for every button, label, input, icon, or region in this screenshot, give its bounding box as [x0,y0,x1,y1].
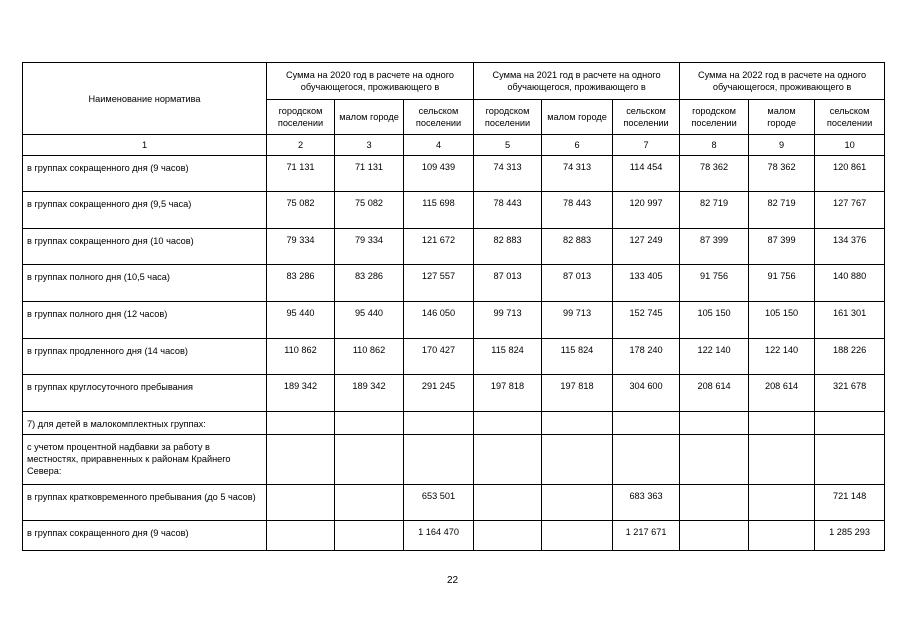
value-cell: 197 818 [474,375,542,412]
table-row [23,302,885,339]
value-cell: 115 824 [542,339,613,375]
value-cell: 133 405 [613,265,680,302]
row-name: 7) для детей в малокомплектных группах: [23,412,267,435]
value-cell: 71 131 [267,156,335,192]
value-cell: 178 240 [613,339,680,375]
column-number: 6 [542,135,613,156]
table-row [23,265,885,302]
value-cell: 87 013 [542,265,613,302]
value-cell: 79 334 [335,229,404,265]
value-cell: 115 824 [474,339,542,375]
value-cell: 82 719 [680,192,749,229]
value-cell [474,412,542,435]
value-cell: 120 997 [613,192,680,229]
value-cell: 99 713 [474,302,542,339]
value-cell: 134 376 [815,229,885,265]
value-cell: 188 226 [815,339,885,375]
table-row [23,192,885,229]
value-cell [267,521,335,551]
row-name: с учетом процентной надбавки за работу в местностях, приравненных к районам Крайнего Севера: [23,435,267,485]
value-cell: 74 313 [474,156,542,192]
table-row [23,412,885,435]
row-name: в группах кратковременного пребывания (до 5 часов) [23,485,267,521]
value-cell: 78 362 [749,156,815,192]
table-row [23,485,885,521]
value-cell: 82 883 [542,229,613,265]
value-cell: 95 440 [267,302,335,339]
column-number: 4 [404,135,474,156]
value-cell: 74 313 [542,156,613,192]
value-cell: 1 217 671 [613,521,680,551]
column-number: 2 [267,135,335,156]
value-cell: 127 249 [613,229,680,265]
value-cell [542,485,613,521]
column-number: 8 [680,135,749,156]
value-cell [749,521,815,551]
value-cell: 197 818 [542,375,613,412]
row-name: в группах полного дня (10,5 часа) [23,265,267,302]
subheader-small-town: малом городе [542,100,613,135]
page-number: 22 [446,575,459,586]
value-cell: 170 427 [404,339,474,375]
value-cell: 127 557 [404,265,474,302]
value-cell: 78 443 [542,192,613,229]
value-cell [404,435,474,485]
value-cell: 208 614 [749,375,815,412]
table-row [23,521,885,551]
value-cell: 91 756 [749,265,815,302]
value-cell [680,412,749,435]
value-cell: 83 286 [335,265,404,302]
row-name: в группах сокращенного дня (9 часов) [23,156,267,192]
value-cell: 71 131 [335,156,404,192]
value-cell [613,435,680,485]
table-row [23,339,885,375]
value-cell: 721 148 [815,485,885,521]
value-cell [542,521,613,551]
column-number: 7 [613,135,680,156]
value-cell: 91 756 [680,265,749,302]
value-cell: 105 150 [749,302,815,339]
value-cell: 1 285 293 [815,521,885,551]
column-number: 5 [474,135,542,156]
value-cell [680,521,749,551]
column-number: 1 [23,135,267,156]
row-name: в группах продленного дня (14 часов) [23,339,267,375]
value-cell [474,435,542,485]
value-cell: 87 013 [474,265,542,302]
value-cell: 75 082 [267,192,335,229]
value-cell: 115 698 [404,192,474,229]
row-name: в группах сокращенного дня (9 часов) [23,521,267,551]
value-cell: 161 301 [815,302,885,339]
value-cell: 146 050 [404,302,474,339]
subheader-urban: городском поселении [474,100,542,135]
value-cell: 122 140 [749,339,815,375]
header-year-2022: Сумма на 2022 год в расчете на одного обучающегося, проживающего в [680,63,885,100]
value-cell [335,435,404,485]
value-cell: 99 713 [542,302,613,339]
header-year-2021: Сумма на 2021 год в расчете на одного обучающегося, проживающего в [474,63,680,100]
header-year-2020: Сумма на 2020 год в расчете на одного обучающегося, проживающего в [267,63,474,100]
value-cell [542,435,613,485]
value-cell: 95 440 [335,302,404,339]
column-number-row [23,135,885,156]
value-cell [542,412,613,435]
value-cell: 304 600 [613,375,680,412]
subheader-urban: городском поселении [267,100,335,135]
value-cell: 121 672 [404,229,474,265]
value-cell: 152 745 [613,302,680,339]
value-cell: 78 362 [680,156,749,192]
value-cell [267,435,335,485]
value-cell: 653 501 [404,485,474,521]
value-cell [749,435,815,485]
header-name: Наименование норматива [23,63,267,135]
table-row [23,375,885,412]
value-cell: 78 443 [474,192,542,229]
value-cell: 87 399 [680,229,749,265]
value-cell: 110 862 [267,339,335,375]
value-cell [815,412,885,435]
subheader-small-town: малом городе [749,100,815,135]
row-name: в группах полного дня (12 часов) [23,302,267,339]
value-cell: 683 363 [613,485,680,521]
value-cell [404,412,474,435]
value-cell: 189 342 [267,375,335,412]
value-cell: 1 164 470 [404,521,474,551]
value-cell [815,435,885,485]
column-number: 9 [749,135,815,156]
value-cell [680,435,749,485]
value-cell [474,485,542,521]
row-name: в группах сокращенного дня (10 часов) [23,229,267,265]
value-cell: 114 454 [613,156,680,192]
value-cell: 122 140 [680,339,749,375]
table-row [23,156,885,192]
value-cell: 79 334 [267,229,335,265]
value-cell: 109 439 [404,156,474,192]
subheader-rural: сельском поселении [613,100,680,135]
value-cell: 75 082 [335,192,404,229]
value-cell [335,521,404,551]
value-cell: 87 399 [749,229,815,265]
row-name: в группах круглосуточного пребывания [23,375,267,412]
value-cell [267,412,335,435]
value-cell: 110 862 [335,339,404,375]
value-cell: 291 245 [404,375,474,412]
value-cell: 120 861 [815,156,885,192]
value-cell: 208 614 [680,375,749,412]
value-cell [267,485,335,521]
value-cell [749,485,815,521]
value-cell: 82 883 [474,229,542,265]
column-number: 10 [815,135,885,156]
value-cell: 83 286 [267,265,335,302]
value-cell: 82 719 [749,192,815,229]
normatives-table [22,62,885,551]
value-cell: 189 342 [335,375,404,412]
value-cell [749,412,815,435]
value-cell [680,485,749,521]
value-cell: 321 678 [815,375,885,412]
subheader-rural: сельском поселении [815,100,885,135]
value-cell: 127 767 [815,192,885,229]
value-cell [613,412,680,435]
value-cell [335,412,404,435]
row-name: в группах сокращенного дня (9,5 часа) [23,192,267,229]
subheader-urban: городском поселении [680,100,749,135]
subheader-small-town: малом городе [335,100,404,135]
value-cell [335,485,404,521]
table-row [23,435,885,485]
value-cell: 140 880 [815,265,885,302]
table-row [23,229,885,265]
value-cell: 105 150 [680,302,749,339]
subheader-rural: сельском поселении [404,100,474,135]
value-cell [474,521,542,551]
column-number: 3 [335,135,404,156]
